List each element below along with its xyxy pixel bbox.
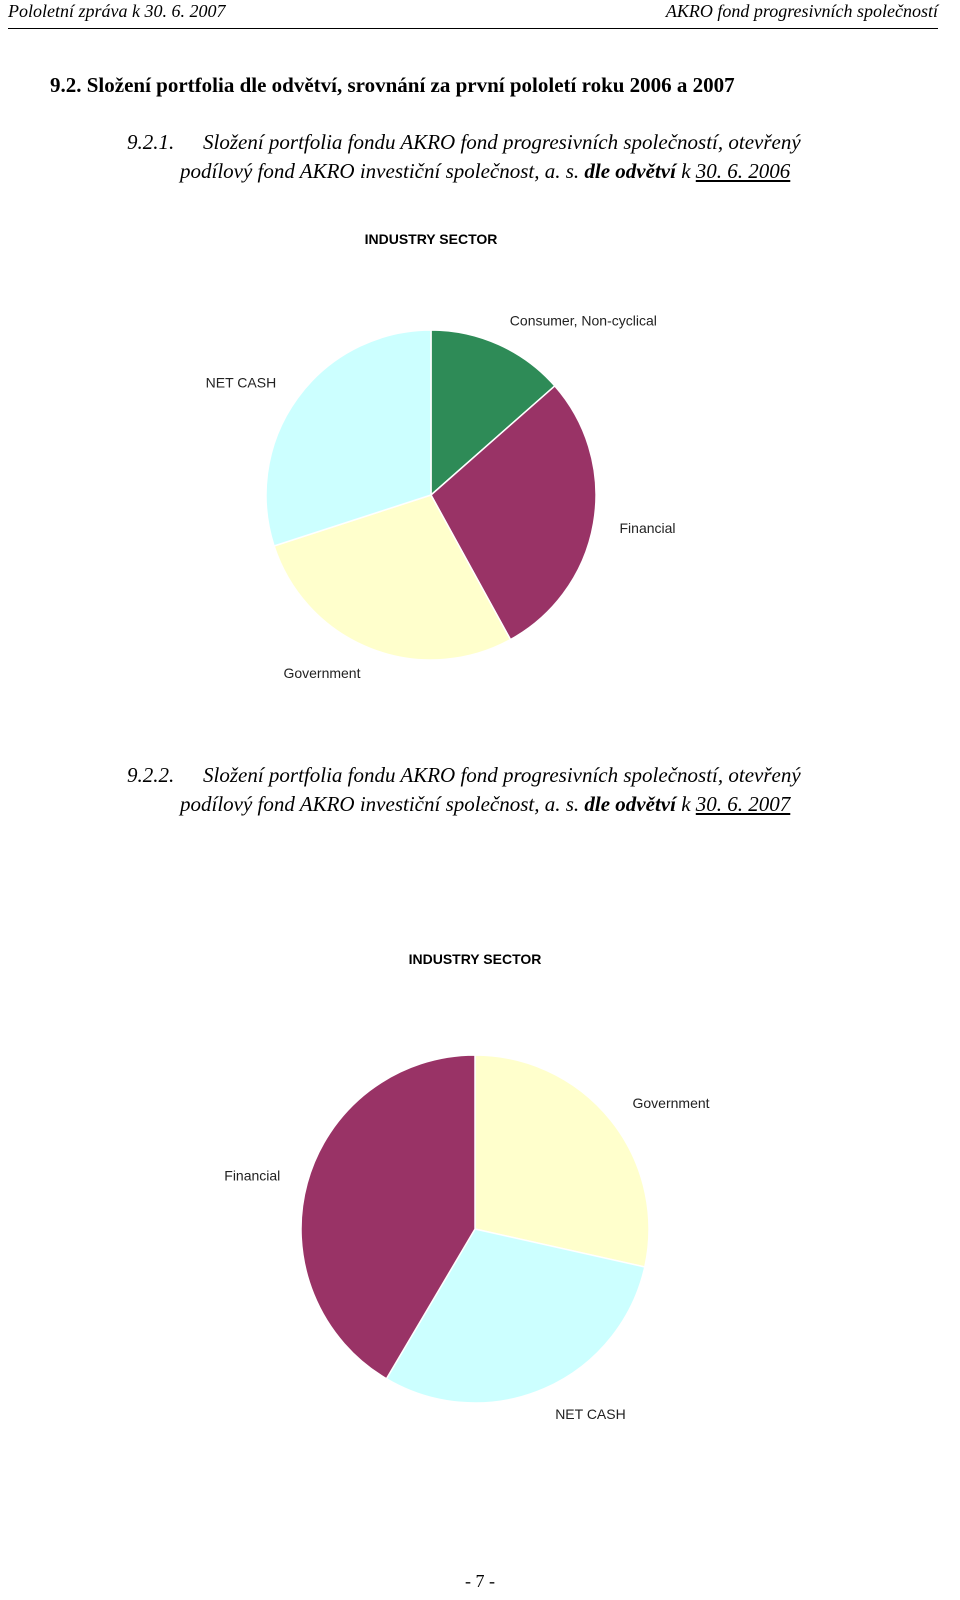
pie-label-government: Government [283,665,361,681]
subsection-line2-text: podílový fond AKRO investiční společnost, a. s. [180,159,585,183]
pie-chart-2006 [0,225,960,705]
subsection-date: 30. 6. 2007 [695,792,791,816]
pie-label-financial: Financial [224,1167,281,1184]
subsection-line1: Složení portfolia fondu AKRO fond progresivních společností, otevřený [203,130,801,154]
pie-label-consumer-non-cyclical: Consumer, Non-cyclical [509,312,657,329]
pie-chart-2007 [0,940,960,1450]
header-rule [8,28,938,29]
subsection-line2 [180,790,790,819]
subsection-line2-bold: dle odvětví [584,792,676,816]
page-number: - 7 - [465,1571,495,1591]
subsection-line1: Složení portfolia fondu AKRO fond progresivních společností, otevřený [203,763,801,787]
header-document-title: Pololetní zpráva k 30. 6. 2007 [8,1,226,21]
chart-title: INDUSTRY SECTOR [408,951,542,967]
pie-label-financial: Financial [619,519,676,536]
subsection-number: 9.2.1. [127,130,175,154]
header-fund-name: AKRO fond progresivních společností [665,1,938,21]
subsection-line2 [180,157,790,186]
subsection-line2-bold: dle odvětví [584,159,676,183]
pie-label-net-cash: NET CASH [555,1406,626,1423]
subsection-line2-gap: k [675,792,696,816]
pie-label-government: Government [632,1094,710,1111]
section-heading: 9.2. Složení portfolia dle odvětví, srovnání za první pololetí roku 2006 a 2007 [50,73,735,97]
subsection-line2-gap: k [675,159,696,183]
subsection-line2-text: podílový fond AKRO investiční společnost, a. s. [180,792,585,816]
subsection-number: 9.2.2. [127,763,175,787]
subsection-date: 30. 6. 2006 [695,159,791,183]
pie-label-net-cash: NET CASH [205,374,277,391]
chart-title: INDUSTRY SECTOR [364,231,498,247]
